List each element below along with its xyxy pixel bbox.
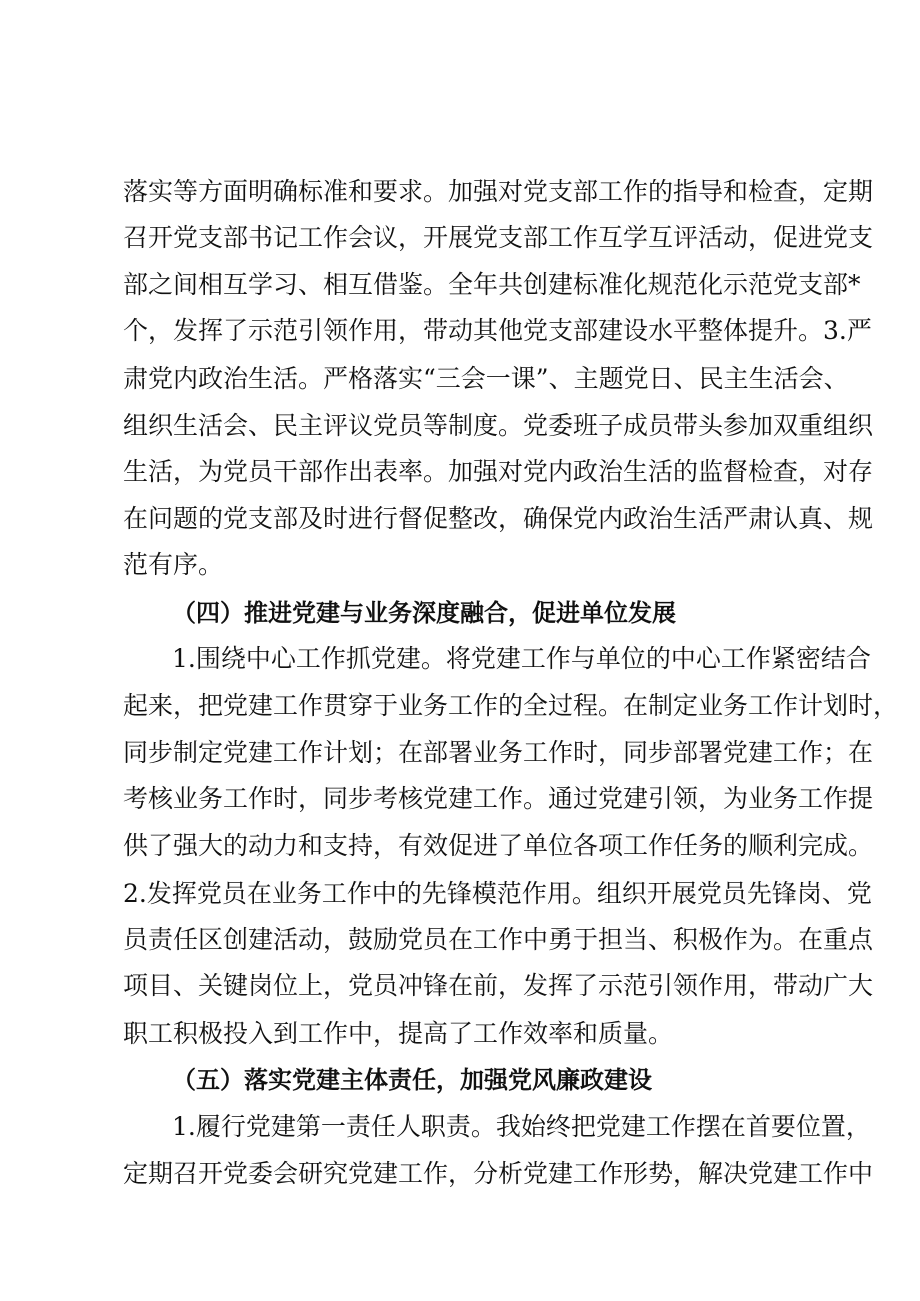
section-heading-4: （四）推进党建与业务深度融合，促进单位发展 <box>172 599 676 627</box>
paragraph-line: 考核业务工作时，同步考核党建工作。通过党建引领，为业务工作提 <box>123 784 874 813</box>
section-heading-5: （五）落实党建主体责任，加强党风廉政建设 <box>172 1066 652 1094</box>
paragraph-line: 供了强大的动力和支持，有效促进了单位各项工作任务的顺利完成。 <box>123 831 874 860</box>
paragraph-line: 落实等方面明确标准和要求。加强对党支部工作的指导和检查，定期 <box>123 177 874 206</box>
paragraph-line: 员责任区创建活动，鼓励党员在工作中勇于担当、积极作为。在重点 <box>123 925 874 954</box>
paragraph-line: 定期召开党委会研究党建工作，分析党建工作形势，解决党建工作中 <box>123 1159 874 1188</box>
paragraph-line: 1.履行党建第一责任人职责。我始终把党建工作摆在首要位置， <box>172 1112 871 1141</box>
paragraph-line: 职工积极投入到工作中，提高了工作效率和质量。 <box>123 1019 674 1048</box>
paragraph-line: 2.发挥党员在业务工作中的先锋模范作用。组织开展党员先锋岗、党 <box>123 879 872 908</box>
paragraph-line: 生活，为党员干部作出表率。加强对党内政治生活的监督检查，对存 <box>123 457 874 486</box>
paragraph-line: 个，发挥了示范引领作用，带动其他党支部建设水平整体提升。3.严 <box>123 316 872 345</box>
paragraph-line: 部之间相互学习、相互借鉴。全年共创建标准化规范化示范党支部* <box>123 270 861 299</box>
paragraph-line: 组织生活会、民主评议党员等制度。党委班子成员带头参加双重组织 <box>123 411 874 440</box>
paragraph-line: 在问题的党支部及时进行督促整改，确保党内政治生活严肃认真、规 <box>123 504 874 533</box>
paragraph-line: 肃党内政治生活。严格落实“三会一课”、主题党日、民主生活会、 <box>123 364 849 393</box>
paragraph-line: 范有序。 <box>123 550 224 579</box>
paragraph-line: 召开党支部书记工作会议，开展党支部工作互学互评活动，促进党支 <box>123 223 874 252</box>
paragraph-line: 1.围绕中心工作抓党建。将党建工作与单位的中心工作紧密结合 <box>172 644 871 673</box>
paragraph-line: 项目、关键岗位上，党员冲锋在前，发挥了示范引领作用，带动广大 <box>123 971 874 1000</box>
paragraph-line: 起来，把党建工作贯穿于业务工作的全过程。在制定业务工作计划时， <box>123 691 899 720</box>
paragraph-line: 同步制定党建工作计划；在部署业务工作时，同步部署党建工作；在 <box>123 738 874 767</box>
